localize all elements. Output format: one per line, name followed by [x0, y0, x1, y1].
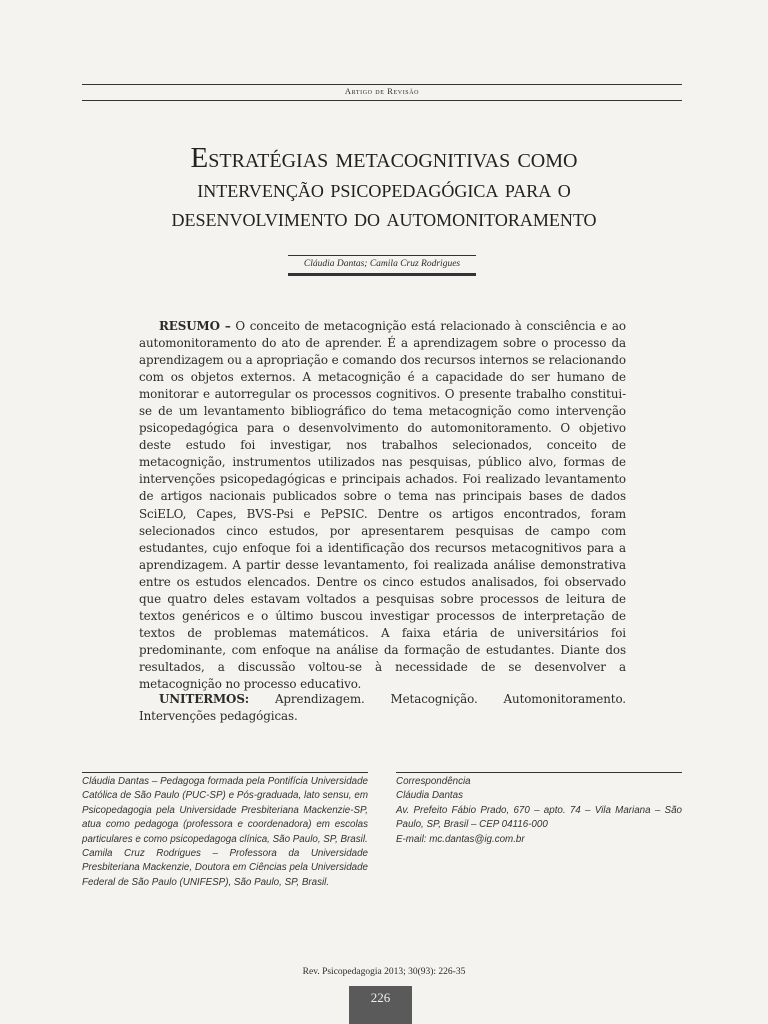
header-bottom-rule	[82, 100, 682, 101]
authors-top-rule	[288, 255, 476, 256]
correspondence-name: Cláudia Dantas	[396, 790, 463, 802]
title-line-3: desenvolvimento do automonitoramento	[171, 203, 597, 232]
footnote-right-rule	[396, 772, 682, 773]
correspondence-label: Correspondência	[396, 776, 471, 787]
abstract	[139, 318, 626, 693]
title-line-2: intervenção psicopedagógica para o	[197, 174, 571, 203]
article-title	[70, 143, 698, 232]
author-2-affiliation: Camila Cruz Rodrigues – Professora da Universidade Presbiteriana Mackenzie, Doutora em Ciências pela Universidade Federal de São Paulo (UNIFESP), São Paulo, SP, Brasil.	[82, 848, 368, 888]
correspondence-email: E-mail: mc.dantas@ig.com.br	[396, 833, 525, 845]
author-affiliations	[82, 775, 368, 890]
correspondence	[396, 775, 682, 847]
keywords-label: UNITERMOS:	[159, 692, 250, 706]
section-label: Artigo de Revisão	[344, 86, 420, 96]
keywords	[139, 691, 626, 725]
correspondence-address: Av. Prefeito Fábio Prado, 670 – apto. 74 – Vila Mariana – São Paulo, SP, Brasil – CEP 04116-000	[396, 804, 682, 831]
journal-citation: Rev. Psicopedagogia 2013; 30(93): 226-35	[302, 967, 466, 977]
abstract-label: RESUMO –	[159, 319, 231, 333]
authors-line: Cláudia Dantas; Camila Cruz Rodrigues	[303, 259, 461, 269]
page-number: 226	[349, 986, 412, 1024]
footnote-left-rule	[82, 772, 368, 773]
authors-bottom-rule	[288, 273, 476, 276]
abstract-text: O conceito de metacognição está relacionado à consciência e ao automonitoramento do ato de aprender. É a aprendizagem sobre o processo da aprendizagem ou a apropriação e comando dos recursos internos se relacionando com os objetos externos. A metacognição é a capacidade do ser humano de monitorar e autorregular os processos cognitivos. O presente trabalho constitui-se de um levantamento bibliográfico do tema metacognição como intervenção psicopedagógica para o desenvolvimento do automonitoramento. O objetivo deste estudo foi investigar, nos trabalhos selecionados, conceito de metacognição, instrumentos utilizados nas pesquisas, público alvo, formas de intervenções psicopedagógicas e principais achados. Foi realizado levantamento de artigos nacionais publicados sobre o tema nas principais bases de dados SciELO, Capes, BVS-Psi e PePSIC. Dentre os artigos encontrados, foram selecionados cinco estudos, por apresentarem pesquisas de campo com estudantes, cujo enfoque foi a identificação dos recursos metacognitivos para a aprendizagem. A partir desse levantamento, foi realizada análise demonstrativa entre os estudos elencados. Dentre os cinco estudos analisados, foi observado que quatro deles estavam voltados a pesquisas sobre processos de leitura de textos genéricos e o último buscou investigar processos de interpretação de textos de problemas matemáticos. A faixa etária de universitários foi predominante, com enfoque na análise da formação de estudantes. Diante dos resultados, a discussão voltou-se à necessidade de se desenvolver a metacognição no processo educativo.	[139, 319, 626, 691]
keywords-text: Aprendizagem. Metacognição. Automonitoramento. Intervenções pedagógicas.	[139, 692, 626, 723]
author-1-affiliation: Cláudia Dantas – Pedagoga formada pela Pontifícia Universidade Católica de São Paulo (PUC-SP) e Pós-graduada, lato sensu, em Psicopedagogia pela Universidade Presbiteriana Mackenzie-SP, atua como pedagoga (professora e coordenadora) em escolas particulares e como psicopedagoga clínica, São Paulo, SP, Brasil.	[82, 776, 368, 845]
title-line-1: Estratégias metacognitivas como	[190, 142, 578, 174]
